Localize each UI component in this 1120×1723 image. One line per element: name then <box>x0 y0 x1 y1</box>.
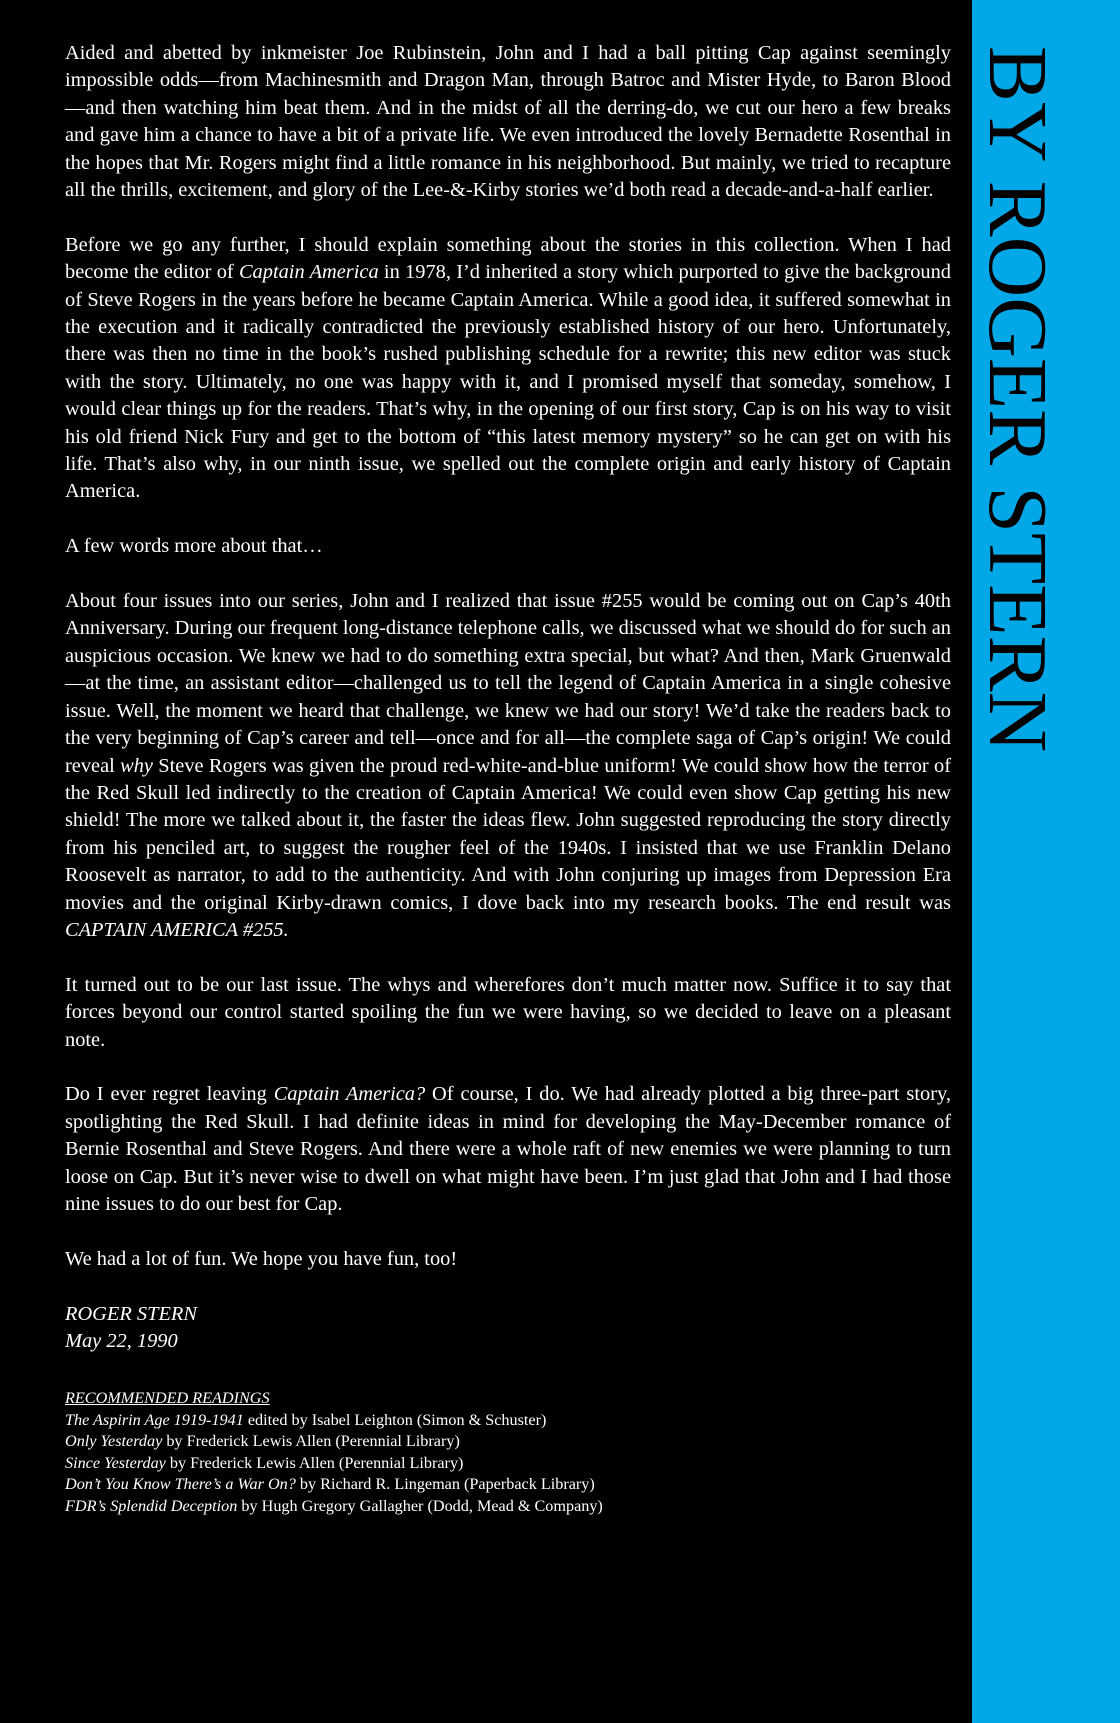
recommended-readings <box>65 1388 951 1517</box>
paragraph-6-part-b: Of course, I do. We had already plotted a big three-part story, spotlighting the Red Skull. I had definite ideas in mind for developing the May-December romance of Bernie Rosenthal and Steve Rogers. And there were a whole raft of new enemies we were planning to turn loose on Cap. But it’s never wise to dwell on what might have been. I’m just glad that John and I had those nine issues to do our best for Cap. <box>65 1083 951 1215</box>
paragraph-2 <box>65 232 951 506</box>
reading-details: by Richard R. Lingeman (Paperback Library) <box>295 1475 595 1494</box>
paragraph-4-part-a: About four issues into our series, John and I realized that issue #255 would be coming out on Cap’s 40th Anniversary. During our frequent long-distance telephone calls, we discussed what we should do for such an auspicious occasion. We knew we had to do something extra special, but what? And then, Mark Gruenwald—at the time, an assistant editor—challenged us to tell the legend of Captain America in a single cohesive issue. Well, the moment we heard that challenge, we knew we had our story! We’d take the readers back to the very beginning of Cap’s career and tell—once and for all—the complete saga of Cap’s origin! We could reveal <box>65 590 951 777</box>
reading-item <box>65 1453 951 1475</box>
paragraph-6-part-a: Do I ever regret leaving <box>65 1083 274 1106</box>
paragraph-5: It turned out to be our last issue. The whys and wherefores don’t much matter now. Suffice it to say that forces beyond our control started spoiling the fun we were having, so we decided to leave on a pleasant note. <box>65 973 951 1051</box>
paragraph-2-part-a: Before we go any further, I should explain something about the stories in this collection. When I had become the editor of <box>65 233 951 284</box>
reading-title: FDR’s Splendid Deception <box>65 1496 238 1515</box>
reading-details: edited by Isabel Leighton (Simon & Schuster) <box>243 1410 547 1429</box>
reading-item <box>65 1496 951 1518</box>
paragraph-6 <box>65 1081 951 1218</box>
reading-details: by Frederick Lewis Allen (Perennial Library) <box>162 1432 460 1451</box>
paragraph-6-title: Captain America? <box>273 1083 426 1106</box>
reading-details: by Hugh Gregory Gallagher (Dodd, Mead & Company) <box>237 1496 603 1515</box>
readings-heading: RECOMMENDED READINGS <box>65 1389 270 1408</box>
paragraph-4-emphasis: why <box>120 754 153 777</box>
reading-details: by Frederick Lewis Allen (Perennial Library) <box>165 1453 464 1472</box>
signature-name: ROGER STERN <box>65 1302 197 1325</box>
paragraph-4-title: CAPTAIN AMERICA #255. <box>65 918 289 941</box>
reading-title: The Aspirin Age 1919-1941 <box>65 1410 244 1429</box>
paragraph-4-part-b: Steve Rogers was given the proud red-white-and-blue uniform! We could show how the terror of the Red Skull led indirectly to the creation of Captain America! We could even show Cap getting his new shield! The more we talked about it, the faster the ideas flew. John suggested reproducing the story directly from his penciled art, to suggest the rougher feel of the 1940s. I insisted that we use Franklin Delano Roosevelt as narrator, to add to the authenticity. And with John conjuring up images from Depression Era movies and the original Kirby-drawn comics, I dove back into my research books. The end result was <box>65 754 951 914</box>
sidebar-title: BY ROGER STERN <box>971 46 1064 753</box>
paragraph-2-part-b: in 1978, I’d inherited a story which purported to give the background of Steve Rogers in the years before he became Captain America. While a good idea, it suffered somewhat in the execution and it radically contradicted the previously established history of our hero. Unfortunately, there was then no time in the book’s rushed publishing schedule for a rewrite; this new editor was stuck with the story. Ultimately, no one was happy with it, and I promised myself that someday, somehow, I would clear things up for the readers. That’s why, in the opening of our first story, Cap is on his way to visit his old friend Nick Fury and get to the bottom of “this latest memory mystery” so he can get on with his life. That’s also why, in our ninth issue, we spelled out the complete origin and early history of Captain America. <box>65 261 951 503</box>
article-body <box>65 40 951 1517</box>
reading-item <box>65 1410 951 1432</box>
reading-item <box>65 1431 951 1453</box>
reading-title: Don’t You Know There’s a War On? <box>65 1475 296 1494</box>
paragraph-1: Aided and abetted by inkmeister Joe Rubinstein, John and I had a ball pitting Cap against seemingly impossible odds—from Machinesmith and Dragon Man, through Batroc and Mister Hyde, to Baron Blood—and then watching him beat them. And in the midst of all the derring-do, we cut our hero a few breaks and gave him a chance to have a bit of a private life. We even introduced the lovely Bernadette Rosenthal in the hopes that Mr. Rogers might find a little romance in his neighborhood. But mainly, we tried to recapture all the thrills, excitement, and glory of the Lee-&-Kirby stories we’d both read a decade-and-a-half earlier. <box>65 42 951 202</box>
paragraph-7: We had a lot of fun. We hope you have fun, too! <box>65 1247 458 1270</box>
reading-item <box>65 1474 951 1496</box>
signature-block <box>65 1301 951 1356</box>
paragraph-2-title: Captain America <box>238 261 379 284</box>
paragraph-3: A few words more about that… <box>65 535 323 558</box>
signature-date: May 22, 1990 <box>65 1329 178 1352</box>
reading-title: Only Yesterday <box>65 1432 163 1451</box>
reading-title: Since Yesterday <box>65 1453 166 1472</box>
paragraph-4 <box>65 588 951 944</box>
